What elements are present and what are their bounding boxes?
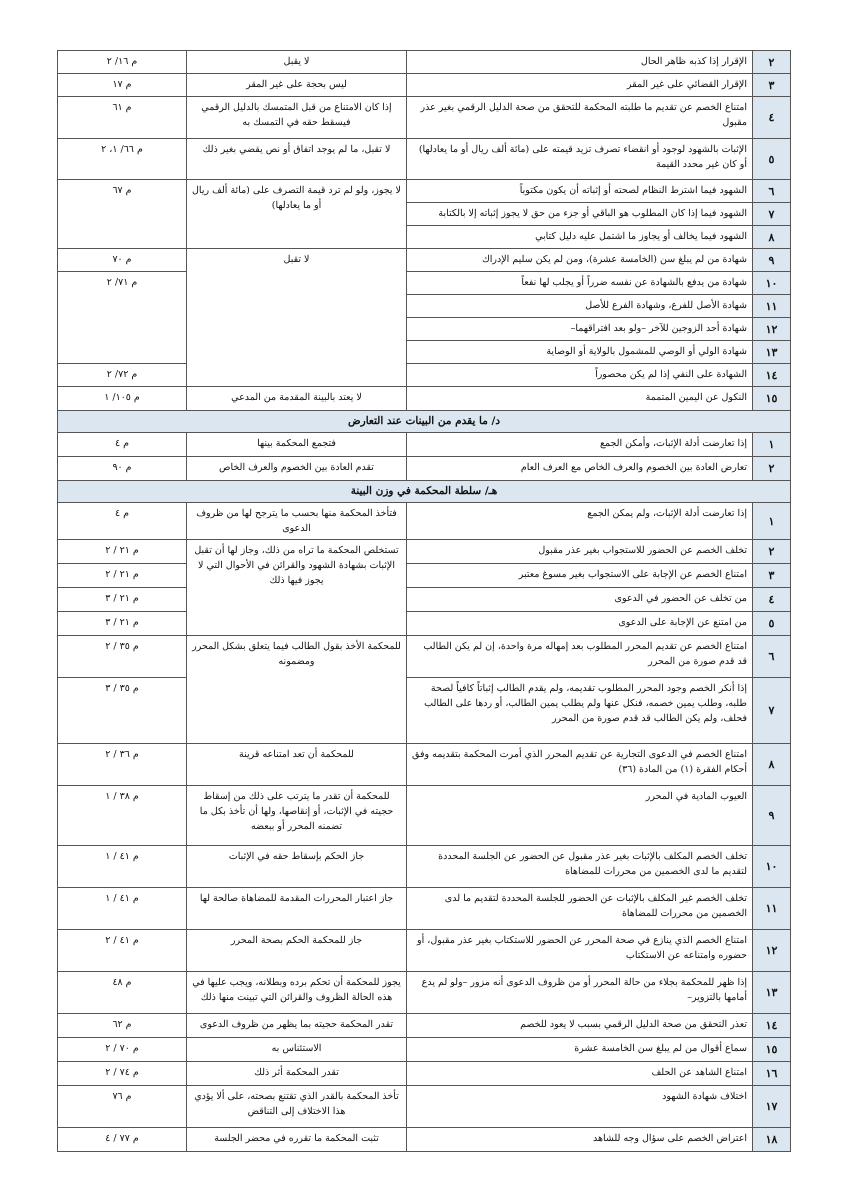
table-row — [58, 1086, 791, 1128]
article-reference: م ٣٥ / ٣ — [58, 678, 187, 744]
ruling-text: للمحكمة أن تقدر ما يترتب على ذلك من إسقاط حجيته في الإثبات، أو إنقاصها، ولها أن تأخذ بكل ما تضمنه المحرر أو ببعضه — [187, 786, 407, 846]
table-row — [58, 540, 791, 564]
case-description: تخلف الخصم غير المكلف بالإثبات عن الحضور للجلسة المحددة لتقديم ما لدى الخصمين من محررات للمضاهاة — [407, 888, 753, 930]
ruling-text: فتجمع المحكمة بينها — [187, 433, 407, 457]
case-description: إذا تعارضت أدلة الإثبات، وأمكن الجمع — [407, 433, 753, 457]
row-number: ١٨ — [753, 1128, 791, 1152]
table-row — [58, 457, 791, 481]
row-number: ١٥ — [753, 1038, 791, 1062]
case-description: تخلف الخصم المكلف بالإثبات بغير عذر مقبول عن الحضور عن الجلسة المحددة لتقديم ما لدى الخصمين من محررات للمضاهاة — [407, 846, 753, 888]
table-row — [58, 387, 791, 411]
section-title: هـ/ سلطة المحكمة في وزن البينة — [58, 481, 791, 503]
article-reference: م ١٠٥/ ١ — [58, 387, 187, 411]
case-description: شهادة من لم يبلغ سن (الخامسة عشرة)، ومن لم يكن سليم الإدراك — [407, 249, 753, 272]
case-description: تعذر التحقق من صحة الدليل الرقمي بسبب لا يعود للخصم — [407, 1014, 753, 1038]
ruling-text: إذا كان الامتناع من قبل المتمسك بالدليل الرقمي فيسقط حقه في التمسك به — [187, 97, 407, 139]
ruling-text: جاز اعتبار المحررات المقدمة للمضاهاة صالحة لها — [187, 888, 407, 930]
case-description: الإقرار إذا كذبه ظاهر الحال — [407, 51, 753, 74]
article-reference: م ٣٨ / ١ — [58, 786, 187, 846]
table-row — [58, 180, 791, 203]
evidence-rules-table — [57, 50, 791, 1152]
article-reference: م ٧٠ / ٢ — [58, 1038, 187, 1062]
row-number: ٢ — [753, 51, 791, 74]
row-number: ٨ — [753, 744, 791, 786]
article-reference: م ٦٦/ ١، ٢ — [58, 139, 187, 180]
row-number: ١٢ — [753, 930, 791, 972]
article-reference: م ٤٨ — [58, 972, 187, 1014]
article-reference: م ٧١/ ٢ — [58, 272, 187, 364]
ruling-text: جاز للمحكمة الحكم بصحة المحرر — [187, 930, 407, 972]
row-number: ٣ — [753, 564, 791, 588]
article-reference: م ٦١ — [58, 97, 187, 139]
ruling-text: تأخذ المحكمة بالقدر الذي تقتنع بصحته، على ألا يؤدي هذا الاختلاف إلى التناقض — [187, 1086, 407, 1128]
article-reference: م ٤١ / ١ — [58, 846, 187, 888]
row-number: ١ — [753, 433, 791, 457]
case-description: شهادة الأصل للفرع، وشهادة الفرع للأصل — [407, 295, 753, 318]
table-row — [58, 364, 791, 387]
case-description: الشهود فيما يخالف أو يجاوز ما اشتمل عليه دليل كتابي — [407, 226, 753, 249]
ruling-text: لا يعتد بالبينة المقدمة من المدعي — [187, 387, 407, 411]
row-number: ٧ — [753, 203, 791, 226]
case-description: سماع أقوال من لم يبلغ سن الخامسة عشرة — [407, 1038, 753, 1062]
row-number: ١ — [753, 503, 791, 540]
article-reference: م ٤ — [58, 433, 187, 457]
case-description: امتناع الخصم في الدعوى التجارية عن تقديم المحرر الذي أمرت المحكمة بتقديمه وفق أحكام الفقرة (١) من المادة (٣٦) — [407, 744, 753, 786]
article-reference: م ٢١ / ٣ — [58, 612, 187, 636]
case-description: اعتراض الخصم على سؤال وجه للشاهد — [407, 1128, 753, 1152]
case-description: امتناع الخصم عن تقديم ما طلبته المحكمة للتحقق من صحة الدليل الرقمي بغير عذر مقبول — [407, 97, 753, 139]
table-row — [58, 1014, 791, 1038]
ruling-text: للمحكمة أن تعد امتناعه قرينة — [187, 744, 407, 786]
table-row — [58, 272, 791, 295]
ruling-text: ليس بحجة على غير المقر — [187, 74, 407, 97]
case-description: امتناع الشاهد عن الحلف — [407, 1062, 753, 1086]
table-row — [58, 1128, 791, 1152]
article-reference: م ٢١ / ٢ — [58, 540, 187, 564]
table-row — [58, 564, 791, 588]
row-number: ٢ — [753, 457, 791, 481]
row-number: ٤ — [753, 97, 791, 139]
table-row — [58, 139, 791, 180]
section-title: د/ ما يقدم من البينات عند التعارض — [58, 411, 791, 433]
ruling-text: تقدر المحكمة حجيته بما يظهر من ظروف الدعوى — [187, 1014, 407, 1038]
document-page — [57, 50, 790, 1152]
case-description: امتناع الخصم عن الإجابة على الاستجواب بغير مسوغ معتبر — [407, 564, 753, 588]
table-row — [58, 1038, 791, 1062]
table-row — [58, 744, 791, 786]
row-number: ٦ — [753, 636, 791, 678]
row-number: ٧ — [753, 678, 791, 744]
row-number: ٥ — [753, 612, 791, 636]
article-reference: م ٤ — [58, 503, 187, 540]
ruling-text: للمحكمة الأخذ بقول الطالب فيما يتعلق بشكل المحرر ومضمونه — [187, 636, 407, 744]
table-row — [58, 588, 791, 612]
case-description: إذا أنكر الخصم وجود المحرر المطلوب تقديمه، ولم يقدم الطالب إثباتاً كافياً لصحة طلبه، وطلب يمين خصمه، فنكل عنها ولم يطلب يمين الطالب، أو ردها على الطالب فحلف، ولم يكن الطالب قد قدم صورة من المحرر — [407, 678, 753, 744]
article-reference: م ١٧ — [58, 74, 187, 97]
row-number: ١٠ — [753, 846, 791, 888]
case-description: امتناع الخصم عن تقديم المحرر المطلوب بعد إمهاله مرة واحدة، إن لم يكن الطالب قد قدم صورة من المحرر — [407, 636, 753, 678]
row-number: ١٧ — [753, 1086, 791, 1128]
ruling-text: تقدم العادة بين الخصوم والعرف الخاص — [187, 457, 407, 481]
article-reference: م ٩٠ — [58, 457, 187, 481]
case-description: شهادة أحد الزوجين للآخر –ولو بعد افتراقهما– — [407, 318, 753, 341]
row-number: ١٣ — [753, 972, 791, 1014]
case-description: الشهود فيما إذا كان المطلوب هو الباقي أو جزء من حق لا يجوز إثباته إلا بالكتابة — [407, 203, 753, 226]
article-reference: م ٣٥ / ٢ — [58, 636, 187, 678]
row-number: ١٣ — [753, 341, 791, 364]
case-description: من تخلف عن الحضور في الدعوى — [407, 588, 753, 612]
row-number: ١١ — [753, 295, 791, 318]
section-header-row — [58, 411, 791, 433]
case-description: إذا ظهر للمحكمة بجلاء من حالة المحرر أو من ظروف الدعوى أنه مزور –ولو لم يدع أمامها بالتزوير– — [407, 972, 753, 1014]
row-number: ٢ — [753, 540, 791, 564]
ruling-text: لا يقبل — [187, 51, 407, 74]
table-row — [58, 846, 791, 888]
row-number: ٦ — [753, 180, 791, 203]
row-number: ١٢ — [753, 318, 791, 341]
row-number: ٤ — [753, 588, 791, 612]
case-description: شهادة الولي أو الوصي للمشمول بالولاية أو الوصاية — [407, 341, 753, 364]
case-description: من امتنع عن الإجابة على الدعوى — [407, 612, 753, 636]
table-row — [58, 888, 791, 930]
article-reference: م ٧٢/ ٢ — [58, 364, 187, 387]
table-row — [58, 51, 791, 74]
table-row — [58, 97, 791, 139]
ruling-text: تثبت المحكمة ما تقرره في محضر الجلسة — [187, 1128, 407, 1152]
table-row — [58, 972, 791, 1014]
table-row — [58, 786, 791, 846]
row-number: ٣ — [753, 74, 791, 97]
ruling-text: لا يجوز، ولو لم ترد قيمة التصرف على (مائة ألف ريال أو ما يعادلها) — [187, 180, 407, 249]
article-reference: م ٧٤ / ٢ — [58, 1062, 187, 1086]
table-row — [58, 636, 791, 678]
ruling-text: لا تقبل — [187, 249, 407, 387]
row-number: ١٠ — [753, 272, 791, 295]
article-reference: م ٣٦ / ٢ — [58, 744, 187, 786]
table-row — [58, 74, 791, 97]
case-description: الإقرار القضائي على غير المقر — [407, 74, 753, 97]
row-number: ١٤ — [753, 364, 791, 387]
table-row — [58, 612, 791, 636]
row-number: ١٤ — [753, 1014, 791, 1038]
article-reference: م ٤١ / ٢ — [58, 930, 187, 972]
article-reference: م ٦٢ — [58, 1014, 187, 1038]
case-description: العيوب المادية في المحرر — [407, 786, 753, 846]
article-reference: م ٧٦ — [58, 1086, 187, 1128]
table-row — [58, 433, 791, 457]
row-number: ١٦ — [753, 1062, 791, 1086]
ruling-text: يجوز للمحكمة أن تحكم برده وبطلانه، ويجب عليها في هذه الحالة الظروف والقرائن التي تبينت منها ذلك — [187, 972, 407, 1014]
table-row — [58, 503, 791, 540]
case-description: شهادة من يدفع بالشهادة عن نفسه ضرراً أو يجلب لها نفعاً — [407, 272, 753, 295]
article-reference: م ٢١ / ٢ — [58, 564, 187, 588]
row-number: ١٥ — [753, 387, 791, 411]
row-number: ٥ — [753, 139, 791, 180]
case-description: الشهادة على النفي إذا لم يكن محصوراً — [407, 364, 753, 387]
section-header-row — [58, 481, 791, 503]
case-description: تعارض العادة بين الخصوم والعرف الخاص مع العرف العام — [407, 457, 753, 481]
row-number: ٩ — [753, 786, 791, 846]
case-description: الإثبات بالشهود لوجود أو انقضاء تصرف تزيد قيمته على (مائة ألف ريال أو ما يعادلها) أو كان غير محدد القيمة — [407, 139, 753, 180]
article-reference: م ٧٠ — [58, 249, 187, 272]
case-description: امتناع الخصم الذي ينازع في صحة المحرر عن الحضور للاستكتاب بغير عذر مقبول، أو حضوره وامتناعه عن الاستكتاب — [407, 930, 753, 972]
article-reference: م ٢١ / ٣ — [58, 588, 187, 612]
table-row — [58, 249, 791, 272]
article-reference: م ٤١ / ١ — [58, 888, 187, 930]
case-description: إذا تعارضت أدلة الإثبات، ولم يمكن الجمع — [407, 503, 753, 540]
case-description: اختلاف شهادة الشهود — [407, 1086, 753, 1128]
article-reference: م ٧٧ / ٤ — [58, 1128, 187, 1152]
row-number: ٨ — [753, 226, 791, 249]
case-description: النكول عن اليمين المتممة — [407, 387, 753, 411]
case-description: الشهود فيما اشترط النظام لصحته أو إثباته أن يكون مكتوباً — [407, 180, 753, 203]
table-row — [58, 1062, 791, 1086]
table-row — [58, 930, 791, 972]
ruling-text: تستخلص المحكمة ما تراه من ذلك، وجاز لها أن تقبل الإثبات بشهادة الشهود والقرائن في الأحوال التي لا يجوز فيها ذلك — [187, 540, 407, 636]
article-reference: م ٦٧ — [58, 180, 187, 249]
article-reference: م ١٦/ ٢ — [58, 51, 187, 74]
row-number: ٩ — [753, 249, 791, 272]
ruling-text: الاستئناس به — [187, 1038, 407, 1062]
ruling-text: لا تقبل، ما لم يوجد اتفاق أو نص يقضي بغير ذلك — [187, 139, 407, 180]
ruling-text: جاز الحكم بإسقاط حقه في الإثبات — [187, 846, 407, 888]
case-description: تخلف الخصم عن الحضور للاستجواب بغير عذر مقبول — [407, 540, 753, 564]
row-number: ١١ — [753, 888, 791, 930]
table-row — [58, 678, 791, 744]
ruling-text: تقدر المحكمة أثر ذلك — [187, 1062, 407, 1086]
ruling-text: فتأخذ المحكمة منها بحسب ما يترجح لها من ظروف الدعوى — [187, 503, 407, 540]
